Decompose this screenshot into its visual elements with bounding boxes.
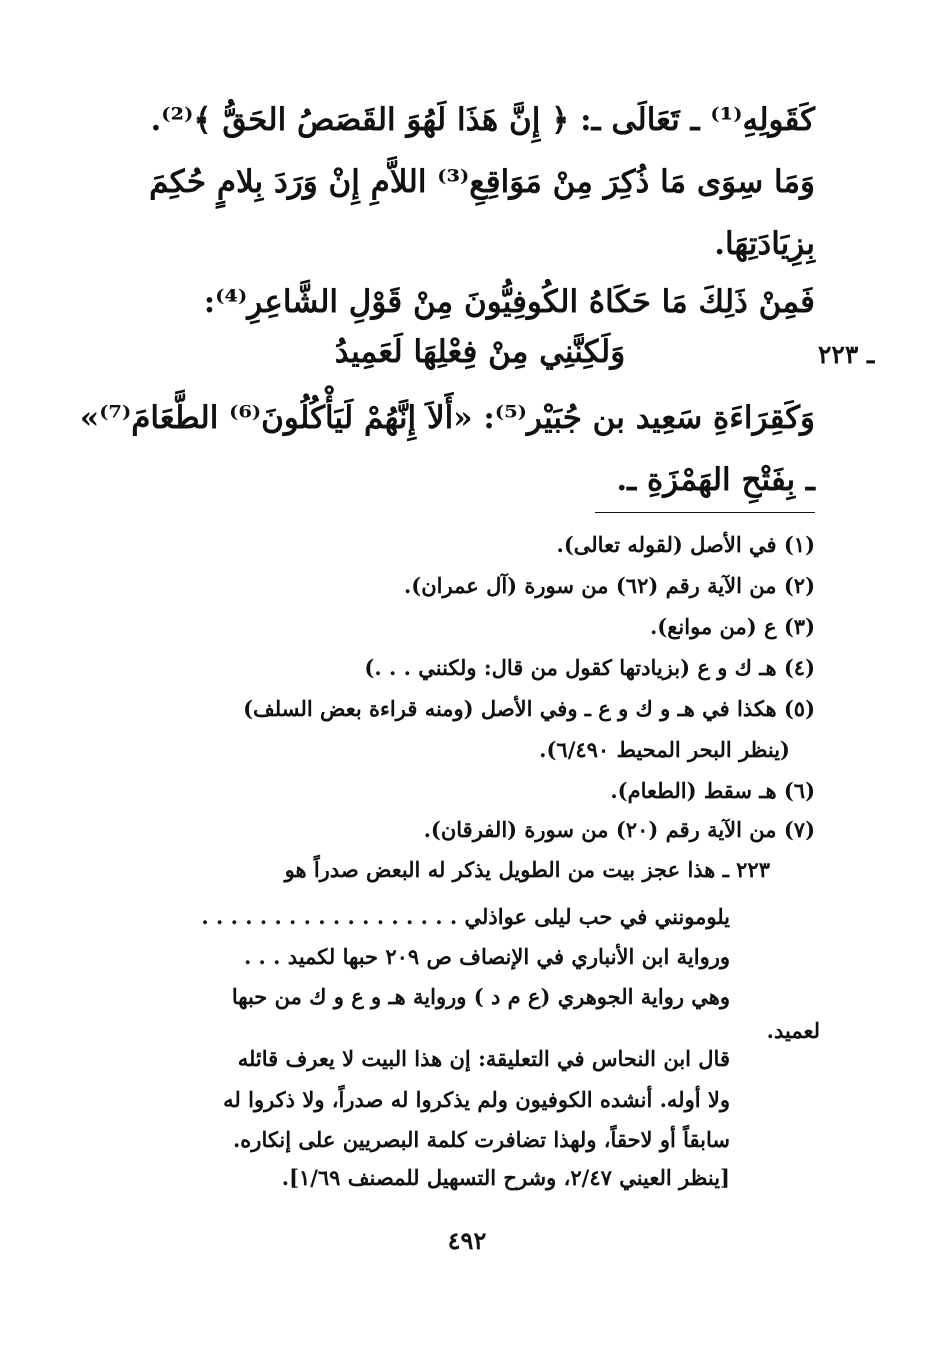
commentary-line-6: قال ابن النحاس في التعليقة: إن هذا البيت لا يعرف قائله bbox=[237, 1046, 730, 1071]
main-text-line-6: وَكَقِرَاءَةِ سَعِيد بن جُبَيْر⁽⁵⁾: «أَلاَ إِنَّهُمْ لَيَأْكُلُونَ⁽⁶⁾ الطَّعَامَ⁽⁷⁾» bbox=[79, 400, 815, 436]
footnote-5: (٥) هكذا في هـ و ك و ع ـ وفي الأصل (ومنه قراءة بعض السلف) bbox=[243, 696, 815, 721]
footnote-1: (١) في الأصل (لقوله تعالى). bbox=[556, 532, 815, 557]
commentary-line-3: ورواية ابن الأنباري في الإنصاف ص ٢٠٩ حبها لكميد . . . bbox=[243, 944, 730, 969]
main-text-line-2: وَمَا سِوَى مَا ذُكِرَ مِنْ مَوَاقِعِ⁽³⁾ اللاَّمِ إِنْ وَرَدَ بِلامٍ حُكِمَ bbox=[149, 164, 815, 200]
footnote-7: (٧) من الآية رقم (٢٠) من سورة (الفرقان). bbox=[423, 817, 815, 842]
commentary-verse-1: يلومونني في حب ليلى عواذلي . . . . . . . . . . . . . . . . . . bbox=[201, 904, 730, 929]
footnote-6: (٦) هـ سقط (الطعام). bbox=[610, 778, 815, 803]
commentary-line-8: سابقاً أو لاحقاً، ولهذا تضافرت كلمة البصريين على إنكاره. bbox=[232, 1127, 730, 1152]
commentary-line-4: وهي رواية الجوهري (ع م د ) ورواية هـ و ع و ك من حبها bbox=[231, 984, 730, 1009]
commentary-line-7: ولا أوله. أنشده الكوفيون ولم يذكروا له صدراً، ولا ذكروا له bbox=[223, 1087, 730, 1112]
commentary-line-5: لعميد. bbox=[766, 1018, 820, 1043]
footnote-3: (٣) ع (من موانع). bbox=[650, 614, 815, 639]
main-text-line-7: ـ بِفَتْحِ الهَمْزَةِ ـ. bbox=[616, 462, 815, 498]
footnote-2: (٢) من الآية رقم (٦٢) من سورة (آل عمران). bbox=[404, 573, 815, 598]
main-text-line-4: فَمِنْ ذَلِكَ مَا حَكَاهُ الكُوفِيُّونَ مِنْ قَوْلِ الشَّاعِرِ⁽⁴⁾: bbox=[203, 284, 815, 320]
footnote-4: (٤) هـ ك و ع (بزيادتها كقول من قال: ولكنني . . .) bbox=[364, 655, 815, 680]
main-text-line-1: كَقَولِهِ⁽¹⁾ ـ تَعَالَى ـ: ﴿ إِنَّ هَذَا لَهُوَ القَصَصُ الحَقُّ ﴾⁽²⁾. bbox=[150, 102, 815, 138]
commentary-line-1: ٢٢٣ ـ هذا عجز بيت من الطويل يذكر له البعض صدراً هو bbox=[284, 857, 770, 882]
footnote-separator bbox=[595, 512, 815, 513]
poem-verse: وَلَكِنَّنِي مِنْ فِعْلِهَا لَعَمِيدُ bbox=[334, 334, 626, 370]
margin-number: ـ ٢٢٣ bbox=[818, 340, 875, 369]
commentary-line-9: [ينظر العيني ٢/٤٧، وشرح التسهيل للمصنف ١/٦٩]. bbox=[281, 1165, 730, 1190]
footnote-5-continued: (ينظر البحر المحيط ٦/٤٩٠). bbox=[539, 737, 790, 762]
main-text-line-3: بِزِيَادَتِهَا. bbox=[714, 226, 815, 262]
page-number: ٤٩٢ bbox=[447, 1226, 487, 1255]
